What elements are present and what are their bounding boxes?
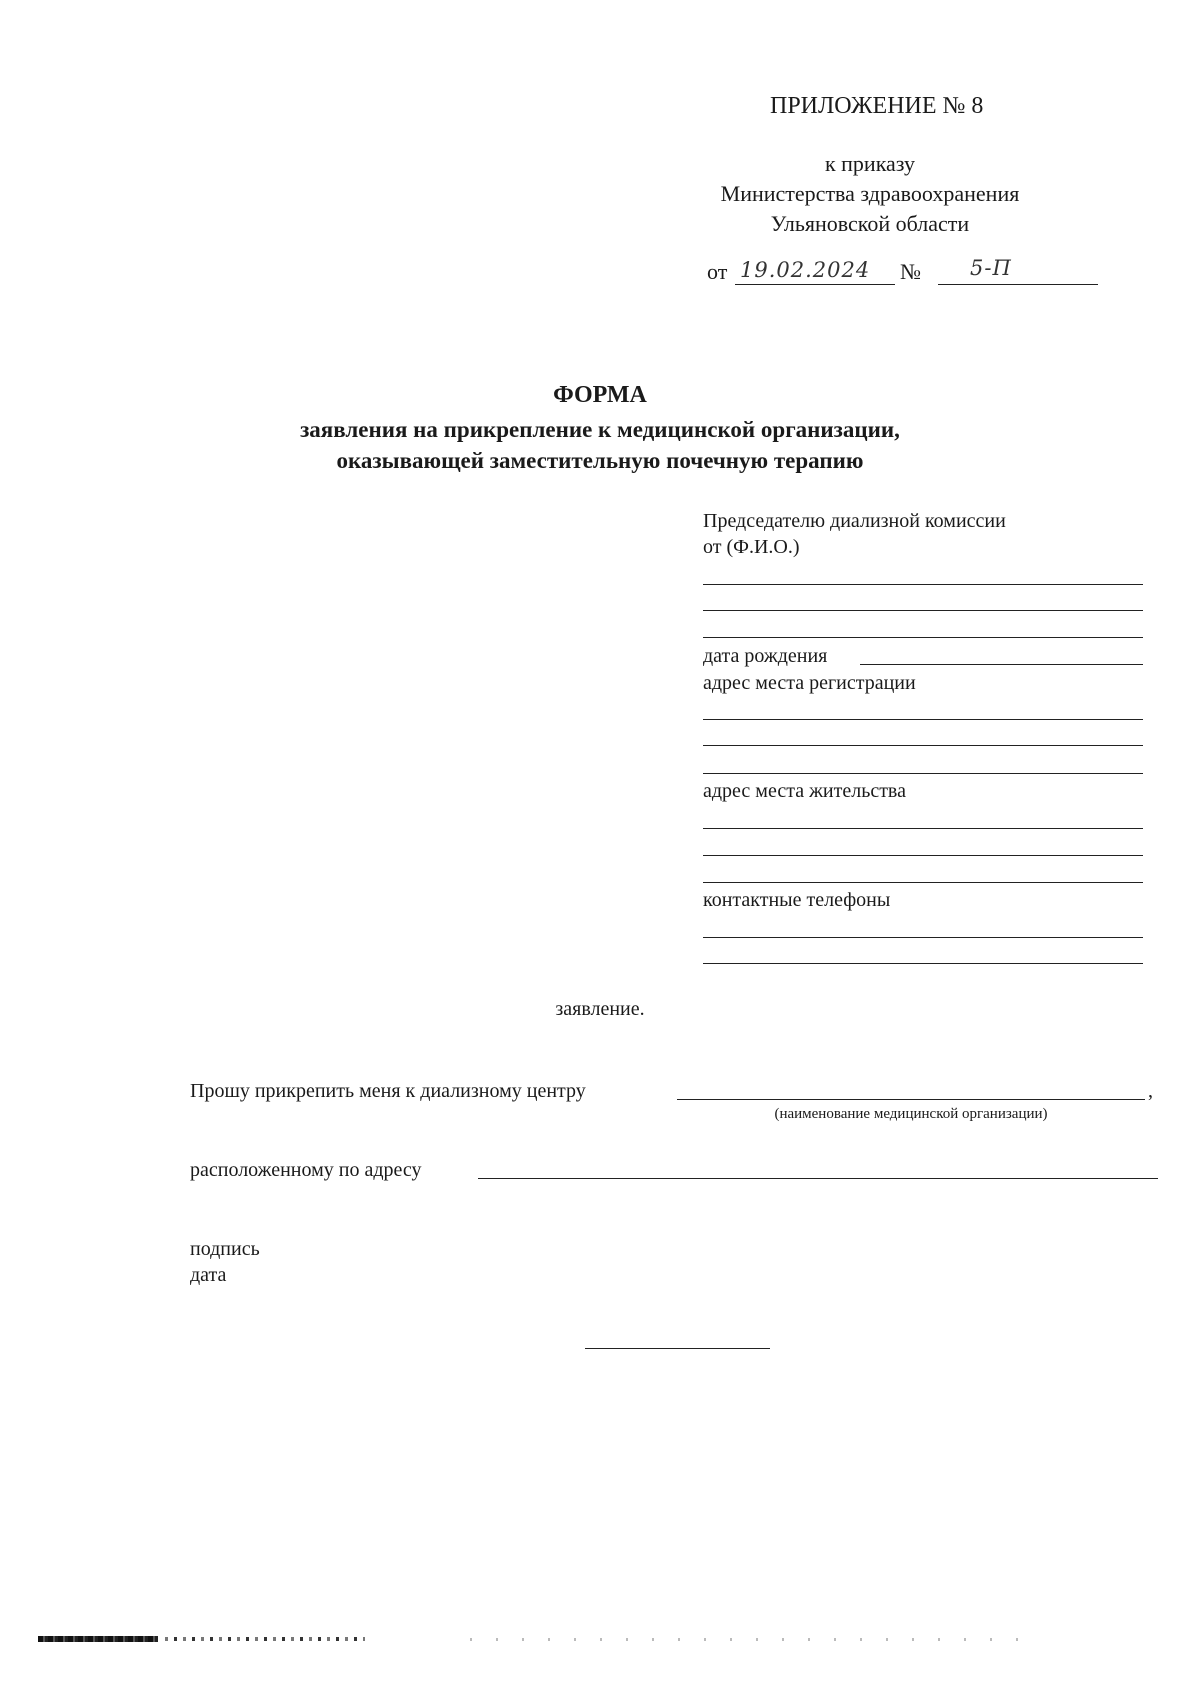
phones-label: контактные телефоны xyxy=(703,889,891,911)
addressee-from: от (Ф.И.О.) xyxy=(703,536,800,558)
date-label: дата xyxy=(190,1264,227,1286)
date-underline xyxy=(735,284,895,285)
residence-line-1 xyxy=(703,828,1143,829)
form-title: ФОРМА xyxy=(553,382,647,408)
appendix-line-region: Ульяновской области xyxy=(770,211,970,236)
fio-line-2 xyxy=(703,610,1143,611)
registration-line-3 xyxy=(703,773,1143,774)
appendix-line-order: к приказу xyxy=(824,151,916,176)
signature-label: подпись xyxy=(190,1238,260,1260)
scan-artifact-faint xyxy=(470,1638,1030,1641)
addressee-to: Председателю диализной комиссии xyxy=(703,510,1006,532)
request-comma: , xyxy=(1148,1080,1153,1102)
registration-line-1 xyxy=(703,719,1143,720)
medical-org-line xyxy=(677,1099,1145,1100)
scan-artifact-mid xyxy=(165,1637,365,1641)
appendix-line-ministry: Министерства здравоохранения xyxy=(720,181,1020,206)
date-prefix: от xyxy=(707,259,728,284)
phones-line-2 xyxy=(703,963,1143,964)
address-line xyxy=(478,1178,1158,1179)
registration-line-2 xyxy=(703,745,1143,746)
fio-line-1 xyxy=(703,584,1143,585)
residence-line-3 xyxy=(703,882,1143,883)
medical-org-hint: (наименование медицинской организации) xyxy=(774,1106,1048,1122)
number-prefix: № xyxy=(900,259,921,284)
handwritten-date: 19.02.2024 xyxy=(740,258,871,282)
residence-address-label: адрес места жительства xyxy=(703,780,906,802)
handwritten-number: 5-П xyxy=(970,256,1012,280)
address-text: расположенному по адресу xyxy=(190,1159,422,1181)
phones-line-1 xyxy=(703,937,1143,938)
form-subtitle-line1: заявления на прикрепление к медицинской организации, xyxy=(300,417,900,442)
end-separator xyxy=(585,1348,770,1349)
appendix-title: ПРИЛОЖЕНИЕ № 8 xyxy=(770,93,984,119)
birth-date-line xyxy=(860,664,1143,665)
residence-line-2 xyxy=(703,855,1143,856)
birth-date-label: дата рождения xyxy=(703,645,828,667)
form-subtitle-line2: оказывающей заместительную почечную терапию xyxy=(336,448,864,473)
scan-artifact-dark xyxy=(38,1636,158,1642)
number-underline xyxy=(938,284,1098,285)
document-title: заявление. xyxy=(555,998,645,1020)
fio-line-3 xyxy=(703,637,1143,638)
registration-address-label: адрес места регистрации xyxy=(703,672,916,694)
request-text: Прошу прикрепить меня к диализному центру xyxy=(190,1080,586,1102)
